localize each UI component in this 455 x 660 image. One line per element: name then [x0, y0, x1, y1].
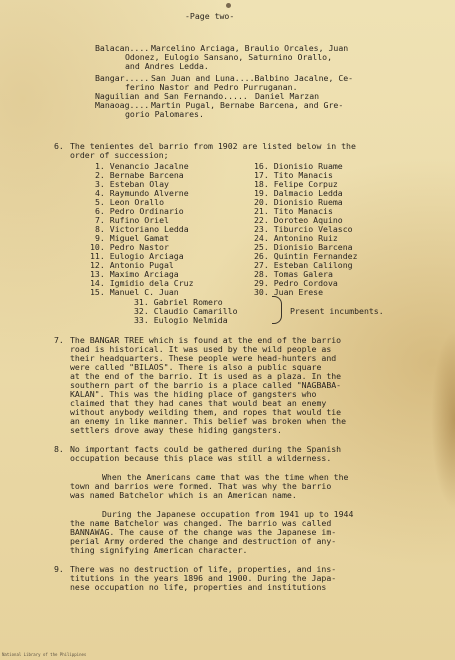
teniente-entry: 6. Pedro Ordinario [95, 206, 184, 216]
water-stain [431, 330, 455, 510]
incumbent-entry: 33. Eulogio Nelmida [134, 315, 228, 325]
paragraph-line: The tenientes del barrio from 1902 are listed below in the [70, 141, 356, 151]
item-number: 6. [54, 141, 64, 151]
barrio-names-line: gorio Palomares. [125, 109, 204, 119]
paragraph-line: KALAN". This was the hiding place of gangsters who [70, 389, 317, 399]
incumbent-entry: 31. Gabriel Romero [134, 297, 223, 307]
teniente-entry: 30. Juan Erese [254, 287, 324, 297]
paragraph-line: road is historical. It was used by the wild people as [70, 344, 332, 354]
teniente-entry: 8. Victoriano Ledda [95, 224, 189, 234]
paragraph-line: claimed that they had canes that would beat an enemy [70, 398, 327, 408]
paragraph-line: the name Batchelor was changed. The barrio was called [70, 518, 332, 528]
barrio-place: Balacan.... [95, 43, 150, 53]
paragraph-line: order of succession; [70, 150, 169, 160]
teniente-entry: 2. Bernabe Barcena [95, 170, 184, 180]
item-number: 7. [54, 335, 64, 345]
barrio-names-line: Marcelino Arciaga, Braulio Orcales, Juan [151, 43, 349, 53]
incumbent-entry: 32. Claudio Camarillo [134, 306, 238, 316]
teniente-entry: 18. Felipe Corpuz [254, 179, 338, 189]
barrio-place: Naguilian and San Fernando..... [95, 91, 248, 101]
paragraph-line: their headquarters. These people were head-hunters and [70, 353, 337, 363]
paragraph-line: nese occupation no life, properties and institutions [70, 582, 327, 592]
page-number: -Page two- [185, 11, 235, 21]
teniente-entry: 13. Maximo Arciaga [90, 269, 179, 279]
teniente-entry: 25. Dionisio Barcena [254, 242, 353, 252]
paragraph-line: thing signifying American character. [70, 545, 248, 555]
binding-hole [226, 3, 231, 8]
teniente-entry: 21. Tito Manacis [254, 206, 333, 216]
paragraph-line: without anybody weilding them, and ropes that would tie [70, 407, 342, 417]
teniente-entry: 11. Eulogio Arciaga [90, 251, 184, 261]
teniente-entry: 23. Tiburcio Velasco [254, 224, 353, 234]
barrio-place: Bangar..... [95, 73, 150, 83]
paragraph-line: perial Army ordered the change and destruction of any- [70, 536, 337, 546]
teniente-entry: 22. Doroteo Aquino [254, 215, 343, 225]
teniente-entry: 7. Rufino Oriel [95, 215, 169, 225]
teniente-entry: 24. Antonino Ruiz [254, 233, 338, 243]
teniente-entry: 28. Tomas Galera [254, 269, 333, 279]
paragraph-line: at the end of the barrio. It is used as a plaza. In the [70, 371, 342, 381]
archive-footer: National Library of the Philippines [2, 652, 87, 657]
paragraph-line: No important facts could be gathered during the Spanish [70, 444, 342, 454]
teniente-entry: 9. Miguel Gamat [95, 233, 169, 243]
teniente-entry: 14. Igmidio dela Cruz [90, 278, 194, 288]
present-incumbents-label: Present incumbents. [290, 306, 384, 316]
teniente-entry: 17. Tito Manacis [254, 170, 333, 180]
teniente-entry: 10. Pedro Nastor [90, 242, 169, 252]
paragraph-line: During the Japanese occupation from 1941 up to 1944 [102, 509, 354, 519]
paragraph-line: an enemy in like manner. This belief was broken when the [70, 416, 347, 426]
paragraph-line: BANNAWAG. The cause of the change was the Japanese im- [70, 527, 337, 537]
paragraph-line: occupation because this place was still a wilderness. [70, 453, 332, 463]
teniente-entry: 15. Manuel C. Juan [90, 287, 179, 297]
item-number: 8. [54, 444, 64, 454]
teniente-entry: 19. Dalmacio Ledda [254, 188, 343, 198]
paragraph-line: There was no destruction of life, properties, and ins- [70, 564, 337, 574]
item-number: 9. [54, 564, 64, 574]
teniente-entry: 20. Dionisio Ruema [254, 197, 343, 207]
barrio-names-line: Odonez, Eulogio Sansano, Saturnino Orallo, [125, 52, 333, 62]
brace-symbol [272, 296, 282, 324]
teniente-entry: 16. Dionisio Ruame [254, 161, 343, 171]
barrio-names-line: San Juan and Luna....Balbino Jacalne, Ce- [151, 73, 354, 83]
teniente-entry: 27. Esteban Calilong [254, 260, 353, 270]
paragraph-line: town and barrios were formed. That was why the barrio [70, 481, 332, 491]
teniente-entry: 12. Antonio Pugal [90, 260, 174, 270]
teniente-entry: 4. Raymundo Alverne [95, 188, 189, 198]
paragraph-line: southern part of the barrio is a place called "NAGBABA- [70, 380, 342, 390]
barrio-names-line: Martin Pugal, Bernabe Barcena, and Gre- [151, 100, 344, 110]
barrio-names-line: ferino Nastor and Pedro Purruganan. [125, 82, 298, 92]
teniente-entry: 1. Venancio Jacalne [95, 161, 189, 171]
teniente-entry: 3. Esteban Olay [95, 179, 169, 189]
paragraph-line: The BANGAR TREE which is found at the end of the barrio [70, 335, 342, 345]
barrio-names-line: Daniel Marzan [255, 91, 320, 101]
barrio-place: Manaoag.... [95, 100, 150, 110]
paragraph-line: When the Americans came that was the time when the [102, 472, 349, 482]
teniente-entry: 26. Quintin Fernandez [254, 251, 358, 261]
teniente-entry: 5. Leon Orallo [95, 197, 165, 207]
paragraph-line: titutions in the years 1896 and 1900. During the Japa- [70, 573, 337, 583]
barrio-names-line: and Andres Ledda. [125, 61, 209, 71]
paragraph-line: settlers drove away these hiding gangsters. [70, 425, 282, 435]
paragraph-line: was named Batchelor which is an American name. [70, 490, 297, 500]
paragraph-line: were called "BILAOS". There is also a public square [70, 362, 322, 372]
teniente-entry: 29. Pedro Cordova [254, 278, 338, 288]
